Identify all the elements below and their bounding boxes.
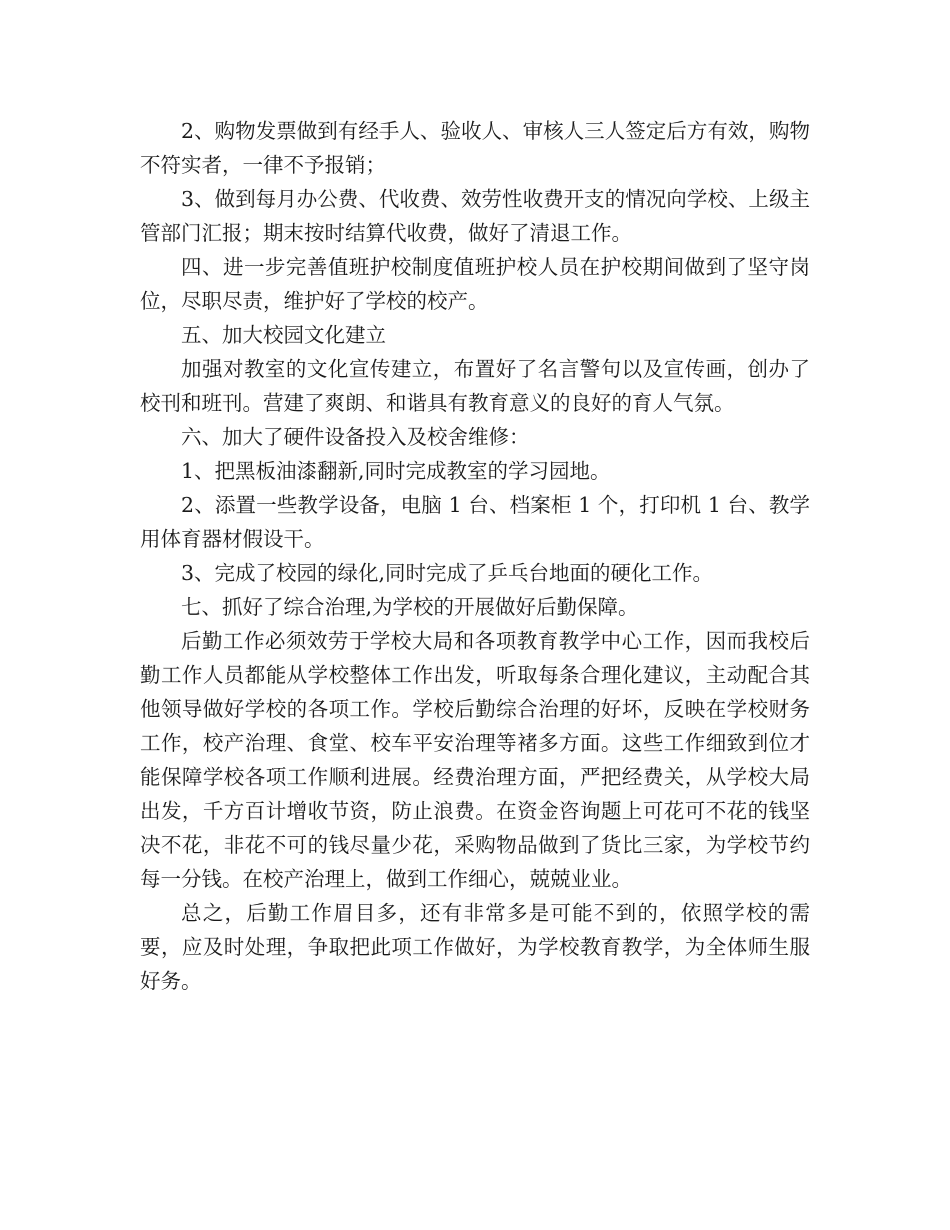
heading-hardware: 六、加大了硬件设备投入及校舍维修： <box>181 425 530 449</box>
paragraph-blackboard: 1、把黑板油漆翻新,同时完成教室的学习园地。 <box>181 459 611 483</box>
paragraph-campus-culture: 加强对教室的文化宣传建立，布置好了名言警句以及宣传画，创办了校刊和班刊。营建了爽朗、和谐具有教育意义的良好的育人气氛。 <box>140 357 810 415</box>
heading-campus-culture: 五、加大校园文化建立 <box>181 323 386 347</box>
paragraph-logistics: 后勤工作必须效劳于学校大局和各项教育教学中心工作，因而我校后勤工作人员都能从学校整体工作出发，听取每条合理化建议，主动配合其他领导做好学校的各项工作。学校后勤综合治理的好坏，反映在学校财务工作，校产治理、食堂、校车平安治理等褚多方面。这些工作细致到位才能保障学校各项工作顺利进展。经费治理方面，严把经费关，从学校大局出发，千方百计增收节资，防止浪费。在资金咨询题上可花可不花的钱坚决不花，非花不可的钱尽量少花，采购物品做到了货比三家，为学校节约每一分钱。在校产治理上，做到工作细心，兢兢业业。 <box>140 629 810 891</box>
paragraph-greening: 3、完成了校园的绿化,同时完成了乒乓台地面的硬化工作。 <box>181 561 714 585</box>
heading-governance: 七、抓好了综合治理,为学校的开展做好后勤保障。 <box>181 595 639 619</box>
paragraph-summary: 总之，后勤工作眉目多，还有非常多是可能不到的，依照学校的需要，应及时处理，争取把此项工作做好，为学校教育教学，为全体师生服好务。 <box>140 901 810 993</box>
document-body <box>140 114 810 998</box>
paragraph-duty-system: 四、进一步完善值班护校制度值班护校人员在护校期间做到了坚守岗位，尽职尽责，维护好了学校的校产。 <box>140 255 810 313</box>
paragraph-equipment: 2、添置一些教学设备，电脑 1 台、档案柜 1 个，打印机 1 台、教学用体育器材假设干。 <box>140 493 810 551</box>
paragraph-monthly-report: 3、做到每月办公费、代收费、效劳性收费开支的情况向学校、上级主管部门汇报；期末按时结算代收费，做好了清退工作。 <box>140 187 810 245</box>
paragraph-invoice-rule: 2、购物发票做到有经手人、验收人、审核人三人签定后方有效，购物不符实者，一律不予报销； <box>140 119 810 177</box>
